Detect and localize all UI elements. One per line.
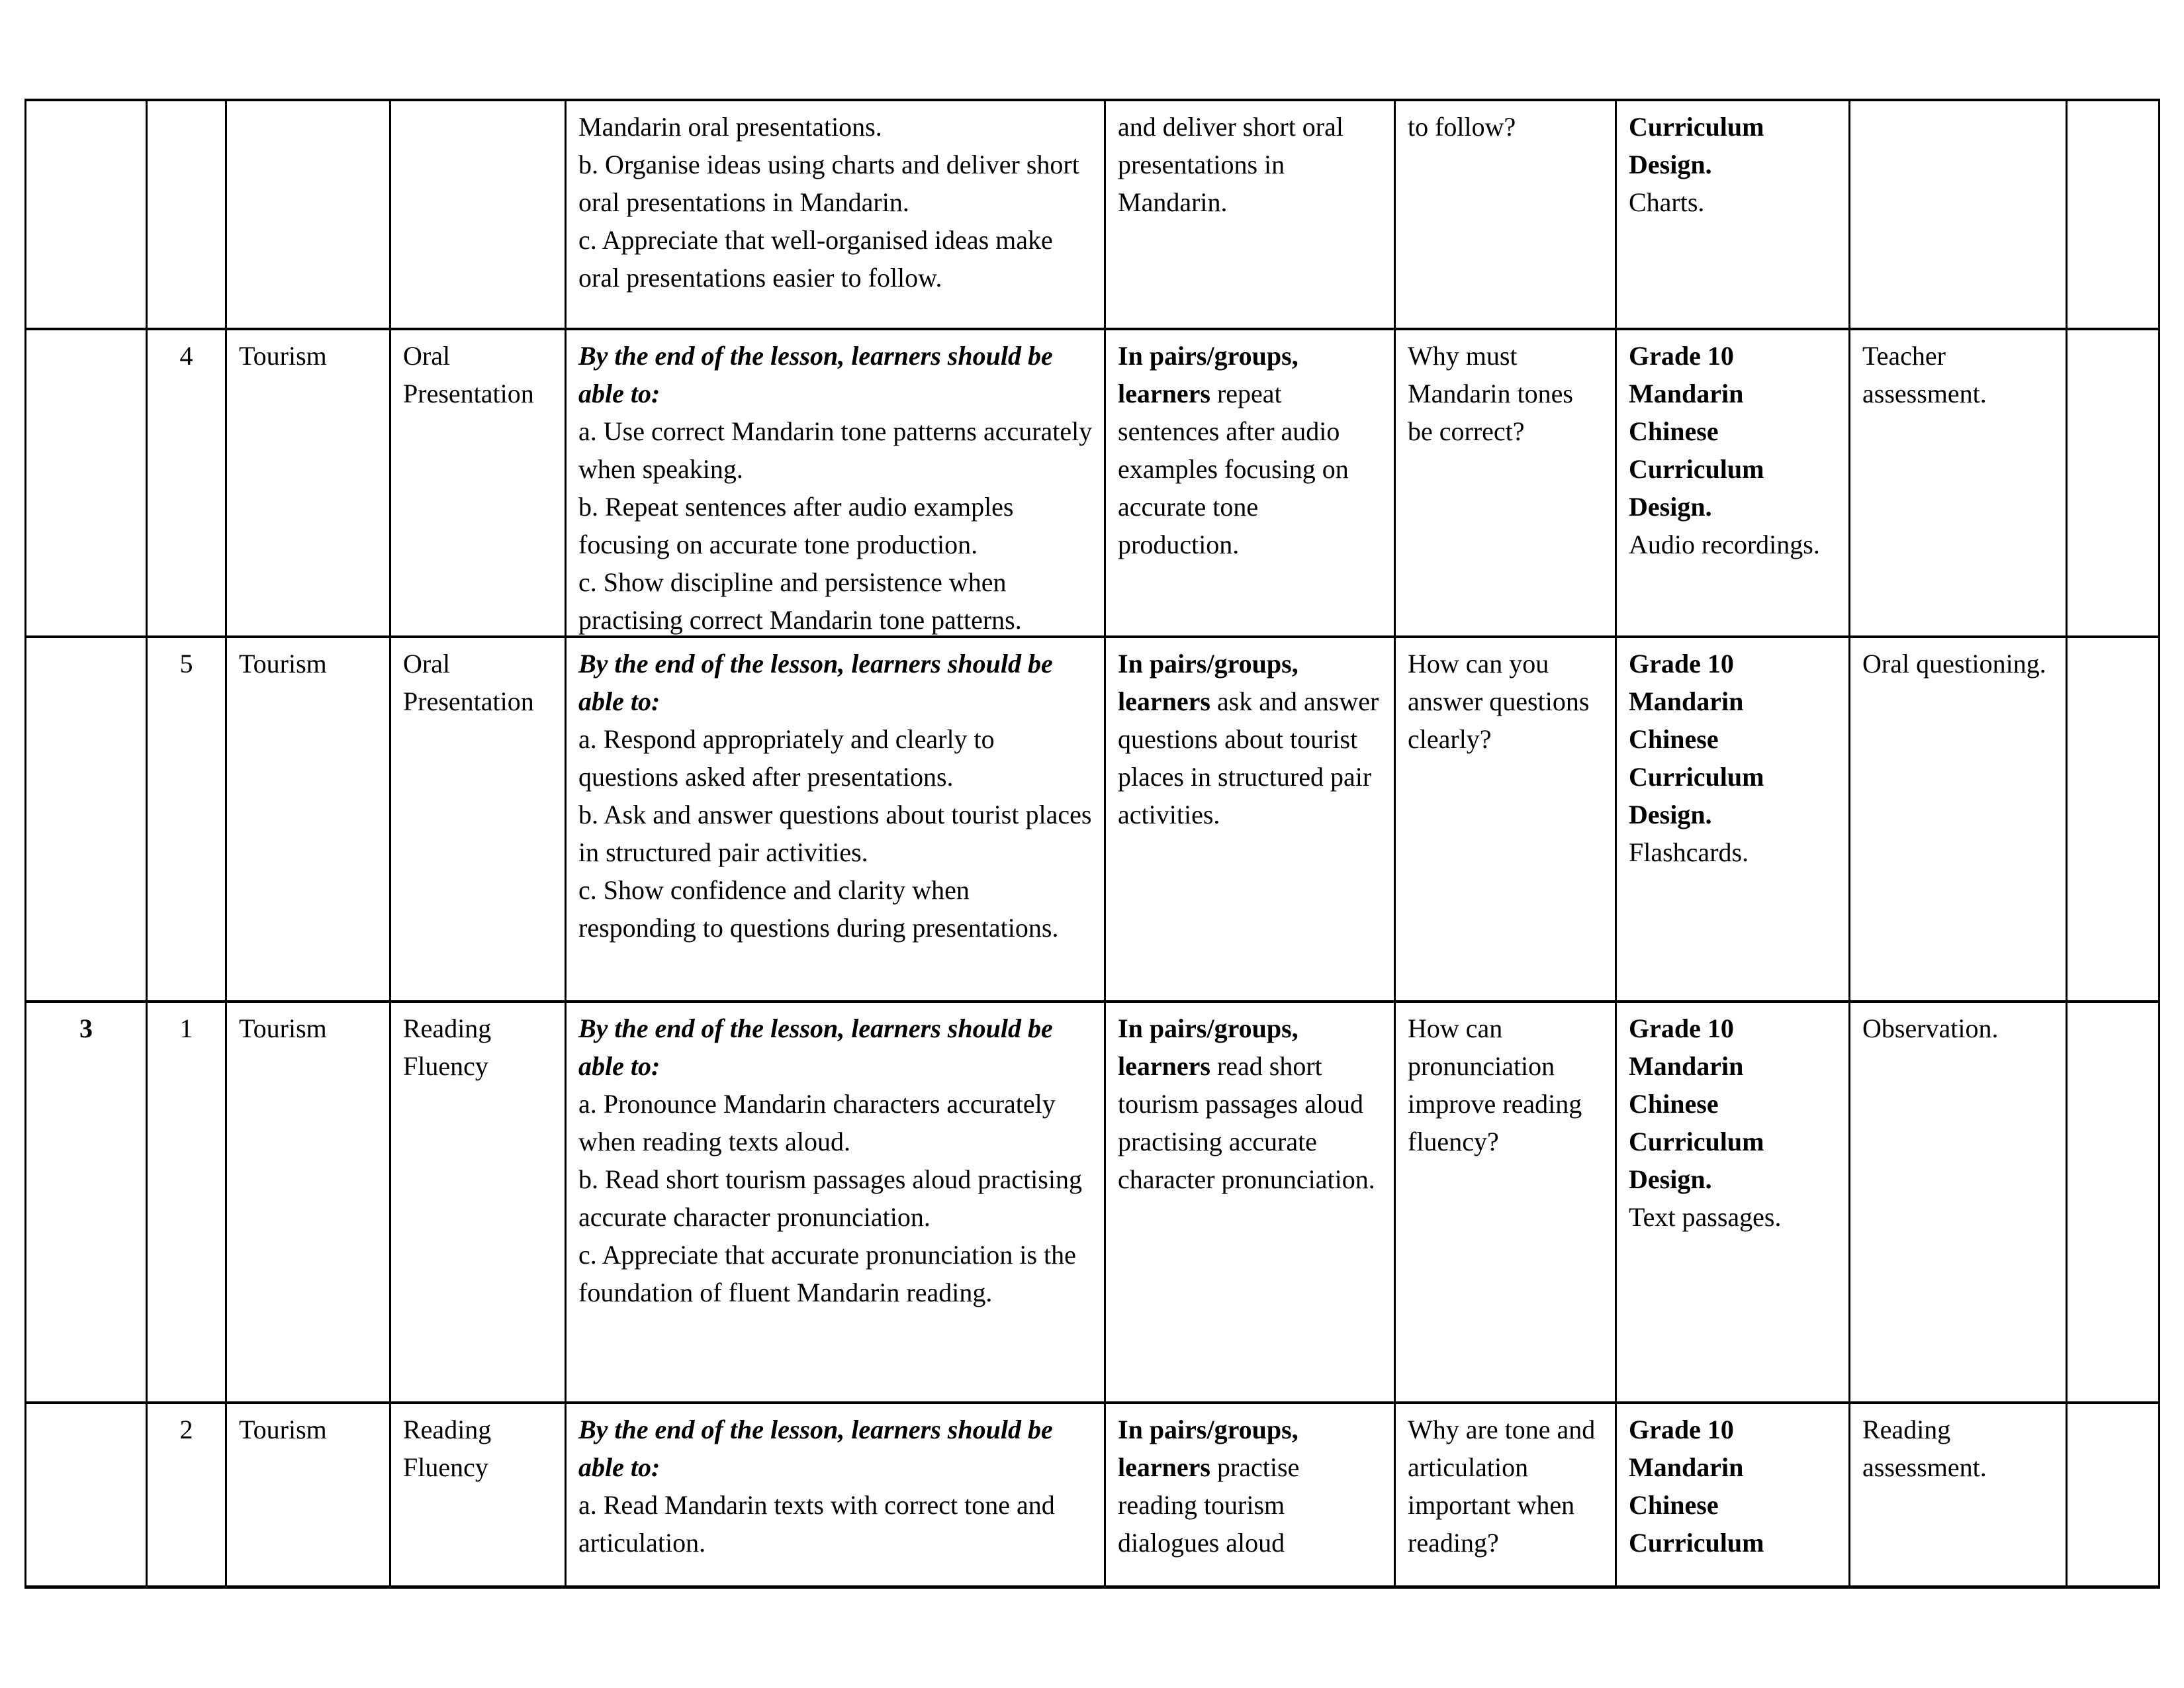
activity-lead: In pairs/groups, learners [1118,341,1298,408]
activity-text [1118,337,1383,563]
resource-materials: Text passages. [1629,1202,1782,1232]
assessment-text: Teacher assessment. [1862,341,1987,408]
lesson-cell: 4 [148,330,227,638]
activity-rest: ask and answer questions about tourist places in structured pair activities. [1118,686,1379,829]
sub-strand-cell: Oral Presentation [391,330,567,638]
assessment-cell [1850,330,2068,638]
objective-item: Mandarin oral presentations. [578,112,882,142]
activity-text [1118,645,1383,833]
week-cell [26,330,148,638]
activity-text [1118,1411,1383,1562]
objectives-cell [567,1404,1106,1585]
resource-title: Grade 10 Mandarin Chinese Curriculum Design. [1629,1013,1764,1194]
strand-cell: Tourism [227,638,391,1003]
resources-cell [1617,1404,1850,1585]
objective-item: a. Use correct Mandarin tone patterns accurately when speaking. [578,416,1093,484]
assessment-cell [1850,638,2068,1003]
objective-item: a. Read Mandarin texts with correct tone and articulation. [578,1490,1055,1558]
activity-rest: and deliver short oral presentations in Mandarin. [1118,112,1343,217]
sub-strand-cell: Oral Presentation [391,638,567,1003]
objective-item: b. Ask and answer questions about tourist places in structured pair activities. [578,800,1092,867]
objective-item: a. Respond appropriately and clearly to questions asked after presentations. [578,724,995,792]
resources-cell [1617,330,1850,638]
resource-materials: Flashcards. [1629,837,1749,867]
resource-title: Grade 10 Mandarin Chinese Curriculum [1629,1415,1764,1558]
lesson-cell: 2 [148,1404,227,1585]
objectives-cell [567,1003,1106,1404]
objective-item: b. Read short tourism passages aloud practising accurate character pronunciation. [578,1164,1082,1232]
inquiry-text: to follow? [1408,112,1516,142]
activity-text [1118,108,1383,221]
objectives-intro: By the end of the lesson, learners should be able to: [578,649,1053,716]
objectives-cell [567,101,1106,330]
activity-lead: In pairs/groups, learners [1118,1013,1298,1081]
inquiry-text: How can you answer questions clearly? [1408,649,1590,754]
resource-title: Curriculum Design. [1629,112,1764,179]
scheme-of-work-table [24,99,2160,1589]
remarks-cell [2068,330,2158,638]
activities-cell [1106,1404,1396,1585]
objectives-intro: By the end of the lesson, learners should be able to: [578,341,1053,408]
activity-lead: In pairs/groups, learners [1118,649,1298,716]
activities-cell [1106,1003,1396,1404]
lesson-cell: 5 [148,638,227,1003]
activities-cell [1106,330,1396,638]
assessment-text: Reading assessment. [1862,1415,1987,1482]
objectives-cell [567,638,1106,1003]
resource-materials: Charts. [1629,187,1705,217]
objective-item: c. Appreciate that accurate pronunciation is the foundation of fluent Mandarin reading. [578,1240,1076,1307]
lesson-cell [148,101,227,330]
objective-item: b. Organise ideas using charts and deliver short oral presentations in Mandarin. [578,150,1079,217]
inquiry-cell [1396,330,1617,638]
sub-strand-cell [391,101,567,330]
resource-materials: Audio recordings. [1629,530,1820,559]
inquiry-cell [1396,1003,1617,1404]
inquiry-text: Why must Mandarin tones be correct? [1408,341,1573,446]
strand-cell [227,101,391,330]
week-cell [26,101,148,330]
strand-cell: Tourism [227,330,391,638]
activity-lead: In pairs/groups, learners [1118,1415,1298,1482]
objective-item: c. Show confidence and clarity when responding to questions during presentations. [578,875,1059,943]
activity-text [1118,1009,1383,1198]
objective-item: c. Appreciate that well-organised ideas make oral presentations easier to follow. [578,225,1053,293]
assessment-cell [1850,101,2068,330]
activities-cell [1106,101,1396,330]
assessment-cell [1850,1003,2068,1404]
resource-title: Grade 10 Mandarin Chinese Curriculum Design. [1629,341,1764,522]
assessment-text: Oral questioning. [1862,649,2046,679]
resources-cell [1617,1003,1850,1404]
activity-rest: practise reading tourism dialogues aloud [1118,1452,1300,1558]
remarks-cell [2068,101,2158,330]
inquiry-cell [1396,638,1617,1003]
objective-item: b. Repeat sentences after audio examples focusing on accurate tone production. [578,492,1014,559]
sub-strand-cell: Reading Fluency [391,1003,567,1404]
activities-cell [1106,638,1396,1003]
inquiry-cell [1396,101,1617,330]
sub-strand-cell: Reading Fluency [391,1404,567,1585]
remarks-cell [2068,638,2158,1003]
activity-rest: read short tourism passages aloud practising accurate character pronunciation. [1118,1051,1375,1194]
objective-item: c. Show discipline and persistence when practising correct Mandarin tone patterns. [578,567,1022,635]
lesson-cell: 1 [148,1003,227,1404]
objectives-intro: By the end of the lesson, learners should be able to: [578,1415,1053,1482]
objectives-intro: By the end of the lesson, learners should be able to: [578,1013,1053,1081]
assessment-cell [1850,1404,2068,1585]
remarks-cell [2068,1404,2158,1585]
inquiry-text: How can pronunciation improve reading fluency? [1408,1013,1582,1156]
strand-cell: Tourism [227,1003,391,1404]
inquiry-cell [1396,1404,1617,1585]
resources-cell [1617,101,1850,330]
assessment-text: Observation. [1862,1013,1999,1043]
inquiry-text: Why are tone and articulation important when reading? [1408,1415,1596,1558]
week-cell [26,638,148,1003]
resources-cell [1617,638,1850,1003]
strand-cell: Tourism [227,1404,391,1585]
resource-title: Grade 10 Mandarin Chinese Curriculum Design. [1629,649,1764,829]
activity-rest: repeat sentences after audio examples focusing on accurate tone production. [1118,379,1349,559]
week-cell: 3 [26,1003,148,1404]
remarks-cell [2068,1003,2158,1404]
objectives-cell [567,330,1106,638]
objective-item: a. Pronounce Mandarin characters accurately when reading texts aloud. [578,1089,1056,1156]
week-cell [26,1404,148,1585]
